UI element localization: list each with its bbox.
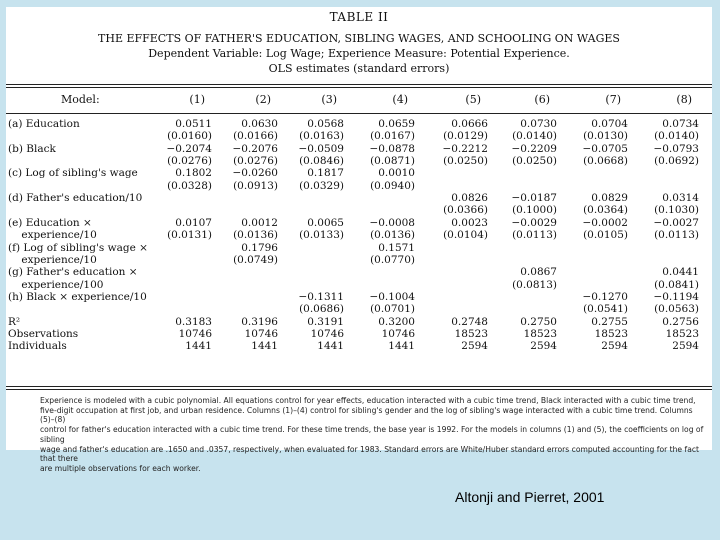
table-cell: (0.0136): [233, 229, 278, 242]
table-page: [6, 7, 712, 473]
table-cell: 0.0012: [241, 216, 278, 229]
column-header: (4): [392, 93, 408, 106]
table-cell: 0.1571: [378, 241, 415, 254]
table-subtitle: THE EFFECTS OF FATHER'S EDUCATION, SIBLING WAGES, AND SCHOOLING ON WAGES: [98, 32, 620, 45]
table-cell: −0.1194: [653, 290, 699, 303]
table-cell: 18523: [454, 327, 488, 340]
table-cell: 0.3200: [378, 315, 415, 328]
model-label: Model:: [61, 93, 100, 106]
table-cell: −0.0008: [369, 216, 415, 229]
table-cell: (0.0131): [167, 229, 212, 242]
table-cell: (0.0329): [299, 179, 344, 192]
table-cell: 0.0065: [307, 216, 344, 229]
table-cell: 0.0666: [451, 118, 488, 130]
table-estimator: OLS estimates (standard errors): [268, 62, 450, 75]
table-cell: 1441: [185, 340, 212, 353]
bottom-rule-2: [6, 389, 712, 390]
table-cell: (0.0541): [583, 303, 628, 316]
column-header: (7): [605, 93, 621, 106]
table-cell: −0.0260: [232, 167, 278, 180]
table-cell: 0.0568: [307, 118, 344, 130]
table-cell: (0.0328): [167, 179, 212, 192]
row-label: experience/10: [8, 229, 97, 242]
table-cell: 0.3196: [241, 315, 278, 328]
table-cell: 18523: [665, 327, 699, 340]
column-header: (2): [255, 93, 271, 106]
row-label: (g) Father's education ×: [8, 266, 138, 279]
table-cell: 0.0734: [662, 118, 699, 130]
table-cell: (0.0871): [370, 155, 415, 168]
table-cell: (0.0686): [299, 303, 344, 316]
table-cell: (0.1030): [654, 204, 699, 217]
column-header: (1): [189, 93, 205, 106]
table-cell: −0.2209: [511, 142, 557, 155]
table-cell: (0.0129): [443, 130, 488, 143]
table-cell: 10746: [310, 327, 344, 340]
citation: Altonji and Pierret, 2001: [455, 489, 605, 505]
table-cell: −0.0002: [582, 216, 628, 229]
row-label: experience/100: [8, 278, 104, 291]
table-cell: −0.0027: [653, 216, 699, 229]
row-label: (a) Education: [8, 118, 80, 130]
table-cell: (0.0136): [370, 229, 415, 242]
table-cell: 0.0314: [662, 192, 699, 205]
bottom-rule-1: [6, 386, 712, 387]
table-note: Experience is modeled with a cubic polynomial. All equations control for year effects, education interacted with a cubic time trend, Black interacted with a cubic time trend, five-digit occupation at first job, and urban residence. Columns (1)–(4) control for sibling's gender and the log of sibling's wage interacted with a cubic time trend. Columns (5)–(8) control for father's education interacted with a cubic time trend. For these time trends, the base year is 1992. For the models in columns (1) and (5), the coefficients on log of sibling wage and father's education are .1650 and .0357, respectively, when evaluated for 1983. Standard errors are White/Huber standard errors computed accounting for the fact that there are multiple observations for each worker.: [40, 396, 704, 473]
table-cell: 2594: [601, 340, 628, 353]
table-cell: 0.2756: [662, 315, 699, 328]
table-cell: 0.3183: [175, 315, 212, 328]
table-cell: (0.0160): [167, 130, 212, 143]
table-cell: 0.0659: [378, 118, 415, 130]
table-cell: −0.2076: [232, 142, 278, 155]
table-cell: 0.0867: [520, 266, 557, 279]
table-cell: (0.1000): [512, 204, 557, 217]
table-cell: (0.0846): [299, 155, 344, 168]
table-cell: 0.2755: [591, 315, 628, 328]
row-label: Individuals: [8, 340, 67, 353]
table-cell: (0.0133): [299, 229, 344, 242]
table-cell: 18523: [594, 327, 628, 340]
table-cell: −0.0705: [582, 142, 628, 155]
row-label: Observations: [8, 327, 79, 340]
table-cell: (0.0140): [512, 130, 557, 143]
table-cell: 1441: [251, 340, 278, 353]
table-cell: 0.1802: [175, 167, 212, 180]
table-cell: (0.0364): [583, 204, 628, 217]
table-cell: 0.0023: [451, 216, 488, 229]
table-cell: 2594: [530, 340, 557, 353]
row-label: (b) Black: [8, 142, 56, 155]
table-cell: (0.0166): [233, 130, 278, 143]
top-rule-1: [6, 84, 712, 85]
table-cell: −0.2212: [442, 142, 488, 155]
table-cell: (0.0692): [654, 155, 699, 168]
table-cell: 0.0704: [591, 118, 628, 130]
table-cell: (0.0940): [370, 179, 415, 192]
table-cell: −0.1004: [369, 290, 415, 303]
row-label: (e) Education ×: [8, 216, 92, 229]
header-rule: [6, 113, 712, 114]
column-header: (6): [534, 93, 550, 106]
table-cell: (0.0113): [512, 229, 557, 242]
table-cell: (0.0366): [443, 204, 488, 217]
table-cell: 10746: [244, 327, 278, 340]
table-cell: (0.0104): [443, 229, 488, 242]
table-cell: 0.2750: [520, 315, 557, 328]
table-cell: (0.0113): [654, 229, 699, 242]
row-label: (f) Log of sibling's wage ×: [8, 241, 148, 254]
top-rule-2: [6, 87, 712, 88]
table-cell: 0.0010: [378, 167, 415, 180]
table-cell: 0.1796: [241, 241, 278, 254]
table-cell: −0.1311: [298, 290, 344, 303]
row-label: experience/10: [8, 253, 97, 266]
table-cell: (0.0913): [233, 179, 278, 192]
table-cell: (0.0140): [654, 130, 699, 143]
row-label: (c) Log of sibling's wage: [8, 167, 138, 180]
table-cell: 0.0829: [591, 192, 628, 205]
table-cell: 0.0441: [662, 266, 699, 279]
table-cell: 10746: [381, 327, 415, 340]
table-cell: −0.2074: [166, 142, 212, 155]
table-cell: 0.2748: [451, 315, 488, 328]
table-cell: (0.0250): [443, 155, 488, 168]
table-cell: −0.0878: [369, 142, 415, 155]
table-dependent-variable: Dependent Variable: Log Wage; Experience Measure: Potential Experience.: [148, 47, 570, 60]
table-cell: 18523: [523, 327, 557, 340]
table-cell: 0.0107: [175, 216, 212, 229]
table-cell: −0.0509: [298, 142, 344, 155]
table-cell: (0.0130): [583, 130, 628, 143]
table-cell: (0.0770): [370, 253, 415, 266]
column-header: (5): [465, 93, 481, 106]
table-cell: −0.0793: [653, 142, 699, 155]
table-cell: (0.0105): [583, 229, 628, 242]
table-cell: (0.0563): [654, 303, 699, 316]
column-header: (3): [321, 93, 337, 106]
row-label: (h) Black × experience/10: [8, 290, 147, 303]
row-label: (d) Father's education/10: [8, 192, 143, 205]
table-cell: 2594: [672, 340, 699, 353]
table-cell: −0.0187: [511, 192, 557, 205]
table-cell: 2594: [461, 340, 488, 353]
column-header: (8): [676, 93, 692, 106]
table-cell: (0.0701): [370, 303, 415, 316]
table-cell: 0.0630: [241, 118, 278, 130]
table-cell: (0.0813): [512, 278, 557, 291]
table-cell: (0.0841): [654, 278, 699, 291]
table-cell: (0.0276): [233, 155, 278, 168]
row-label: R²: [8, 315, 21, 328]
table-cell: 0.0730: [520, 118, 557, 130]
table-cell: 1441: [317, 340, 344, 353]
table-cell: (0.0749): [233, 253, 278, 266]
table-cell: (0.0167): [370, 130, 415, 143]
table-cell: (0.0668): [583, 155, 628, 168]
table-cell: (0.0276): [167, 155, 212, 168]
table-cell: 0.1817: [307, 167, 344, 180]
table-cell: (0.0163): [299, 130, 344, 143]
table-cell: 0.0826: [451, 192, 488, 205]
table-cell: 0.3191: [307, 315, 344, 328]
table-cell: 1441: [388, 340, 415, 353]
table-cell: (0.0250): [512, 155, 557, 168]
table-cell: −0.1270: [582, 290, 628, 303]
table-cell: 0.0511: [175, 118, 212, 130]
table-cell: −0.0029: [511, 216, 557, 229]
table-cell: 10746: [178, 327, 212, 340]
table-title: TABLE II: [329, 10, 389, 24]
